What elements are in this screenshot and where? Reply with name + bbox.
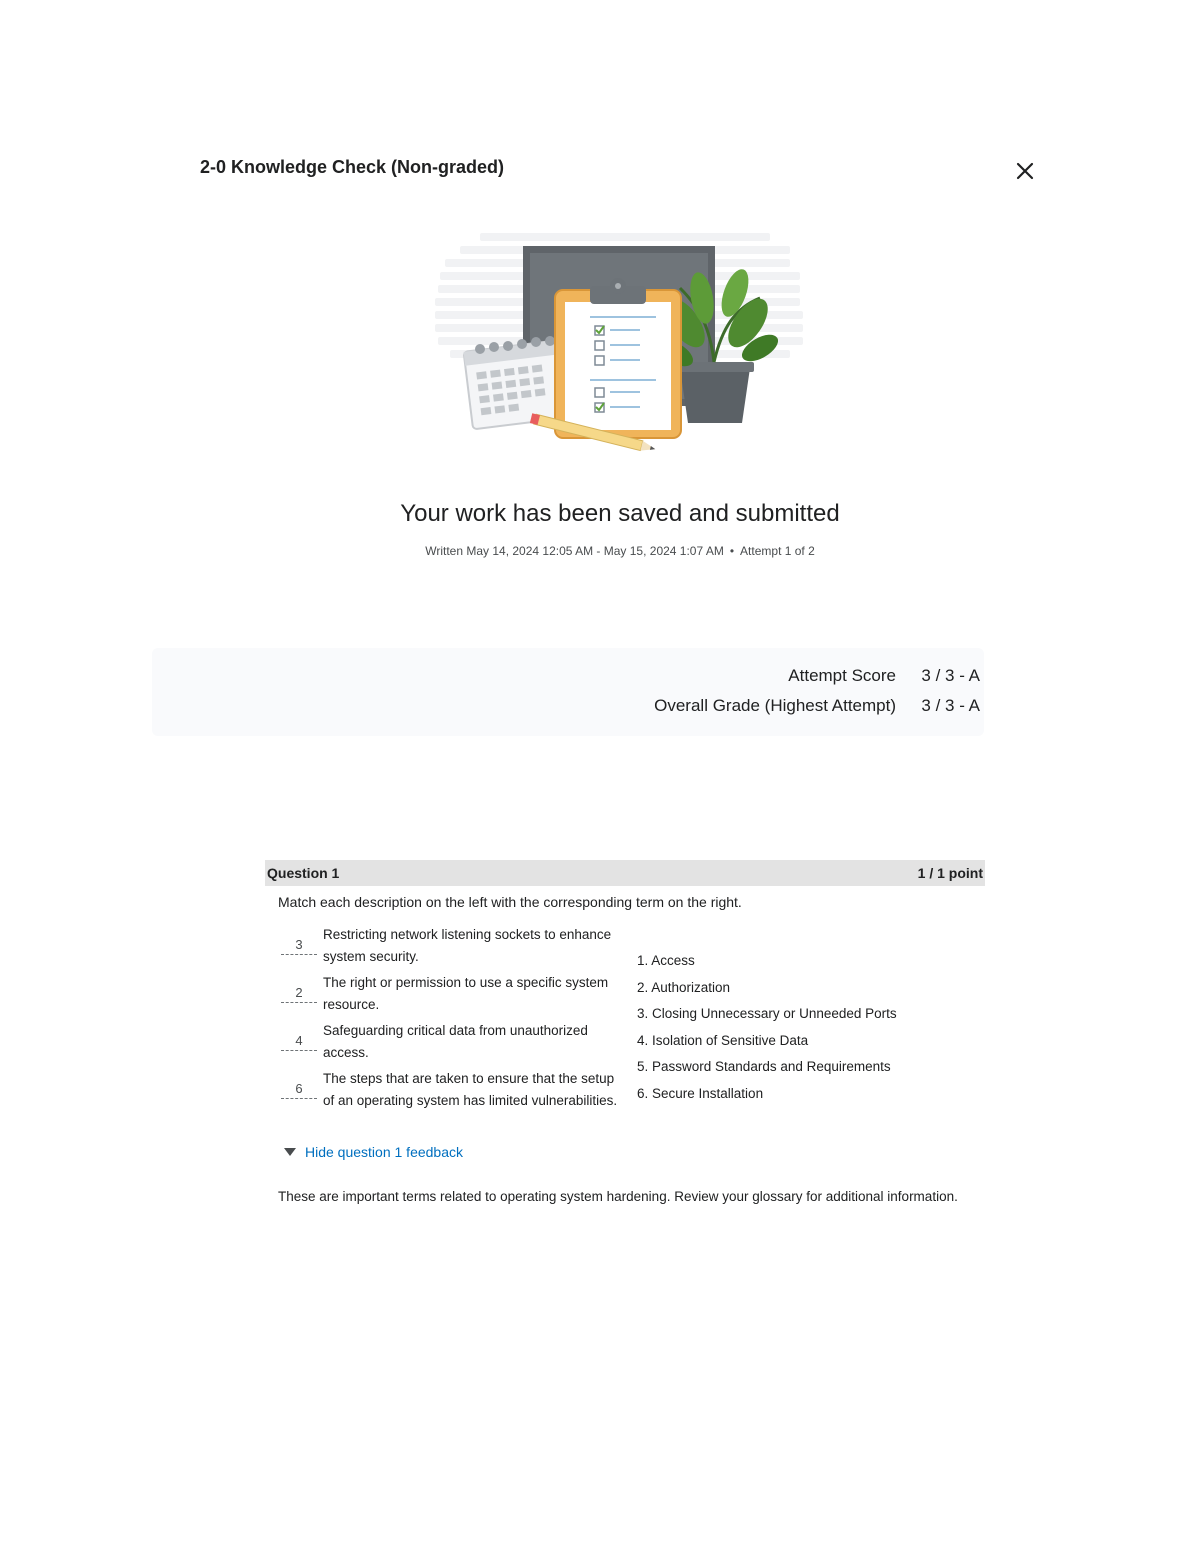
hide-feedback-toggle[interactable] (283, 1144, 985, 1160)
question-1 (265, 860, 985, 1208)
match-row (281, 924, 621, 968)
quiz-clipboard-illustration (430, 228, 810, 460)
submission-heading: Your work has been saved and submitted (400, 500, 840, 527)
question-feedback: These are important terms related to operating system hardening. Review your glossary for additional information. (278, 1189, 958, 1204)
page-title: 2-0 Knowledge Check (Non-graded) (200, 157, 505, 177)
selected-answer: 4 (281, 1033, 317, 1051)
close-icon (1016, 162, 1034, 180)
hide-feedback-link[interactable]: Hide question 1 feedback (305, 1144, 463, 1160)
meta-separator: • (729, 544, 735, 558)
selected-answer: 6 (281, 1081, 317, 1099)
match-row (281, 972, 621, 1016)
question-points: 1 / 1 point (917, 865, 983, 881)
attempt-score-row (788, 664, 980, 688)
description-column (281, 924, 621, 1116)
term-item: 1. Access (637, 953, 695, 968)
overall-grade-label: Overall Grade (Highest Attempt) (654, 696, 896, 715)
term-item: 4. Isolation of Sensitive Data (637, 1032, 809, 1048)
term-item: 3. Closing Unnecessary or Unneeded Ports (637, 1006, 897, 1021)
match-description: Safeguarding critical data from unauthorized access. (323, 1023, 588, 1060)
submission-meta (0, 544, 1200, 558)
question-title: Question 1 (267, 865, 340, 881)
match-description: The steps that are taken to ensure that the setup of an operating system has limited vulnerabilities. (323, 1071, 618, 1108)
match-row (281, 1068, 621, 1112)
overall-grade-row (654, 694, 980, 718)
overall-grade-value: 3 / 3 - A (921, 696, 980, 715)
close-button[interactable] (1011, 157, 1039, 185)
question-header (265, 860, 985, 886)
match-row (281, 1020, 621, 1064)
term-column (637, 948, 977, 1107)
selected-answer: 2 (281, 985, 317, 1003)
match-description: The right or permission to use a specific system resource. (323, 975, 609, 1012)
question-prompt: Match each description on the left with the corresponding term on the right. (278, 894, 742, 910)
match-description: Restricting network listening sockets to enhance system security. (323, 927, 612, 964)
term-item: 6. Secure Installation (637, 1085, 764, 1101)
written-dates: Written May 14, 2024 12:05 AM - May 15, 2024 1:07 AM (425, 544, 724, 558)
score-panel (152, 648, 984, 736)
caret-down-icon (283, 1147, 297, 1157)
selected-answer: 3 (281, 937, 317, 955)
term-item: 2. Authorization (637, 979, 731, 995)
attempt-score-value: 3 / 3 - A (921, 666, 980, 685)
attempt-score-label: Attempt Score (788, 666, 896, 685)
attempt-count: Attempt 1 of 2 (740, 544, 815, 558)
term-item: 5. Password Standards and Requirements (637, 1059, 891, 1074)
matching-table (265, 924, 985, 1134)
